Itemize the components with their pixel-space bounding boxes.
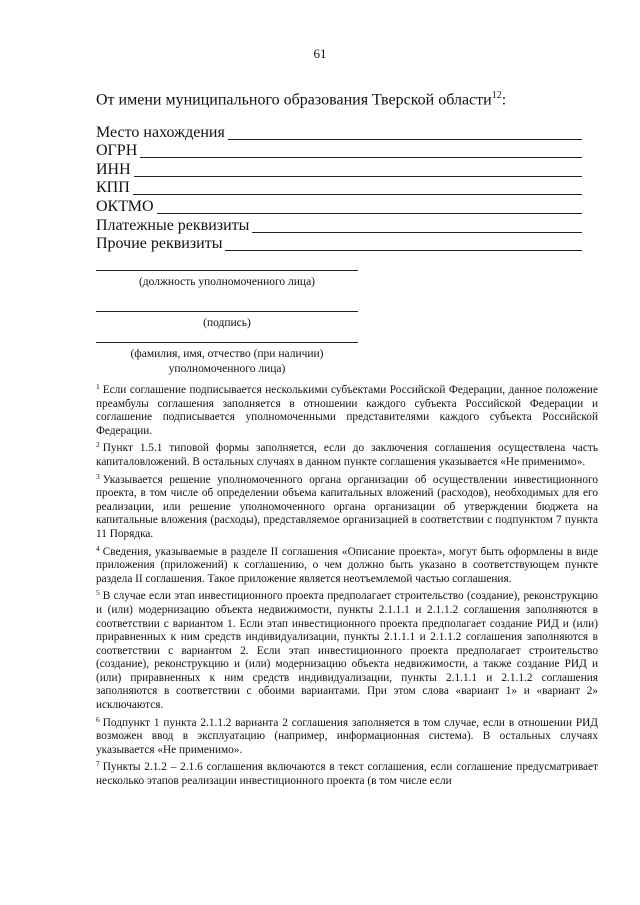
blank-line: [134, 163, 582, 177]
footnote-text: Указывается решение уполномоченного органа организации об осуществлении инвестиционного проекта, в том числе об определении объема капитальных вложений (расходов), необходимых для его реализации, или решение уполномоченного органа организации об утверждении бюджета на капитальные вложения (расходы), представляемое организацией в соответствии с подпунктом 7 пункта 11 Порядка.: [96, 473, 598, 540]
footnote-text: Сведения, указываемые в разделе II соглашения «Описание проекта», могут быть оформлены в виде приложения (приложений) к соглашению, о чем должно быть указано в соответствующем пункте раздела II соглашения. Такое приложение является неотъемлемой частью соглашения.: [96, 545, 598, 585]
field-kpp: [96, 179, 582, 198]
preamble-heading: [96, 90, 506, 109]
footnote-mark: 5: [96, 588, 100, 598]
page-number: 61: [313, 46, 327, 61]
footnote-1: [96, 380, 598, 438]
footnote-mark: 6: [96, 714, 100, 724]
field-label: КПП: [96, 179, 130, 197]
footnote-text: Если соглашение подписывается несколькими субъектами Российской Федерации, данное положение преамбулы соглашения заполняется в отношении каждого субъекта Российской Федерации и соглашение подписывается уполномоченными представителями каждого субъекта Российской Федерации.: [96, 384, 598, 437]
blank-line: [140, 144, 582, 158]
field-payment-details: [96, 216, 582, 235]
field-label: ОКТМО: [96, 197, 154, 215]
blank-line: [96, 342, 358, 343]
footnote-text: В случае если этап инвестиционного проекта предполагает строительство (создание), реконструкцию и (или) модернизацию объекта недвижимости, пункты 2.1.1.1 и 2.1.1.2 соглашения заполняются в соответствии с вариантом 1. Если этап инвестиционного проекта предполагает создание РИД и (или) приравненных к ним средств индивидуализации, пункты 2.1.1.1 и 2.1.1.2 соглашения заполняются в соответствии с вариантом 2. Если этап инвестиционного проекта предполагает строительство (создание), реконструкцию и (или) модернизацию объекта недвижимости, а также создание РИД и (или) приравненных к ним средств индивидуализации, пункты 2.1.1.1 и 2.1.1.2 соглашения заполняются в соответствии с обоими вариантами. При этом слова «вариант 1» и «вариант 2» исключаются.: [96, 590, 598, 712]
blank-line: [96, 311, 358, 312]
field-label: Место нахождения: [96, 123, 225, 141]
footnote-text: Пункты 2.1.2 – 2.1.6 соглашения включаются в текст соглашения, если соглашение предусматривает несколько этапов реализации инвестиционного проекта (в том числе если: [96, 761, 598, 788]
field-label: Платежные реквизиты: [96, 216, 250, 234]
footnote-3: [96, 470, 598, 542]
field-ogrn: [96, 142, 582, 161]
field-location: [96, 123, 582, 142]
name-caption-line2: уполномоченного лица): [168, 363, 286, 375]
footnote-mark: 1: [96, 382, 100, 391]
field-oktmo: [96, 197, 582, 216]
heading-text: От имени муниципального образования Тверской области: [96, 91, 492, 109]
footnote-5: [96, 586, 598, 712]
requisites-form: [96, 123, 582, 253]
footnotes: [96, 380, 598, 789]
blank-line: [228, 126, 582, 140]
footnote-7: [96, 757, 598, 788]
signature-block: [96, 311, 358, 331]
footnote-mark: 2: [96, 440, 100, 450]
field-other-details: [96, 235, 582, 254]
blank-line: [96, 270, 358, 271]
footnote-mark: 4: [96, 543, 100, 553]
footnote-ref: 12: [491, 90, 502, 101]
footnote-text: Пункт 1.5.1 типовой формы заполняется, если до заключения соглашения осуществлена часть капиталовложений. В остальных случаях в данном пункте соглашения указывается «Не применимо».: [96, 442, 598, 468]
field-label: ИНН: [96, 160, 131, 178]
field-label: Прочие реквизиты: [96, 235, 223, 253]
blank-line: [252, 219, 582, 233]
signature-caption: (подпись): [203, 317, 251, 329]
position-caption: (должность уполномоченного лица): [138, 276, 316, 288]
name-signature-block: [96, 342, 358, 377]
name-caption-line1: (фамилия, имя, отчество (при наличии): [130, 348, 324, 360]
footnote-4: [96, 542, 598, 587]
footnote-2: [96, 438, 598, 469]
field-inn: [96, 160, 582, 179]
blank-line: [157, 200, 582, 214]
field-label: ОГРН: [96, 142, 138, 160]
position-signature-block: [96, 270, 358, 290]
footnote-text: Подпункт 1 пункта 2.1.1.2 варианта 2 соглашения заполняется в том случае, если в отношении РИД возможен ввод в эксплуатацию (например, информационная система). В остальных случаях указывается «Не применимо».: [96, 716, 598, 756]
blank-line: [133, 181, 582, 195]
footnote-mark: 3: [96, 471, 100, 481]
blank-line: [225, 237, 582, 251]
heading-suffix: :: [501, 91, 507, 109]
footnote-mark: 7: [96, 759, 100, 769]
footnote-6: [96, 713, 598, 758]
